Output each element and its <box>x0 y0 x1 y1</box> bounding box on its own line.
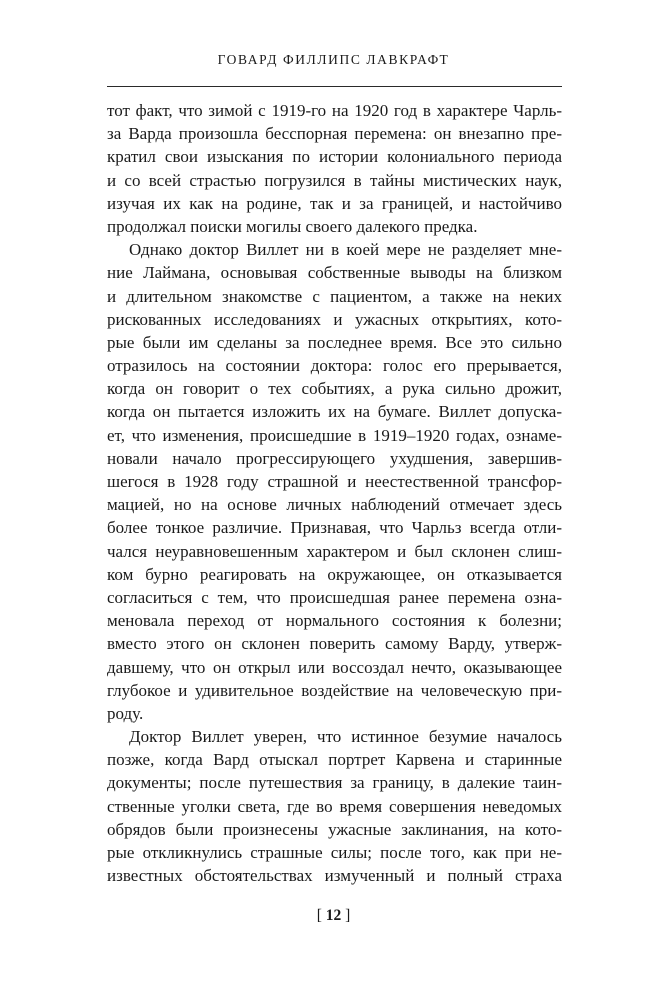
running-header: ГОВАРД ФИЛЛИПС ЛАВКРАФТ <box>217 52 450 67</box>
text-line: продолжал поиски могилы своего далекого предка. <box>107 216 478 236</box>
open-bracket: [ <box>316 907 322 924</box>
text-line: за Варда произошла бесспорная перемена: он внезапно пре- <box>107 124 562 144</box>
text-line: мацией, но на основе личных наблюдений отмечает здесь <box>107 495 562 515</box>
text-line: позже, когда Вард отыскал портрет Карвена и старинные <box>107 750 562 770</box>
page-number: 12 <box>325 907 342 924</box>
page-number-footer <box>0 907 667 925</box>
text-line: рые были им сделаны за последнее время. Все это сильно <box>107 332 562 352</box>
text-line: более тонкое различие. Признавая, что Чарльз всегда отли- <box>107 518 562 538</box>
body-text <box>107 99 562 887</box>
text-line: тот факт, что зимой с 1919-го на 1920 год в характере Чарль- <box>107 101 562 120</box>
text-line: вместо этого он склонен поверить самому Варду, утверж- <box>107 634 562 654</box>
text-line: ет, что изменения, происшедшие в 1919–1920 годах, ознаме- <box>107 425 562 445</box>
text-line: давшему, что он открыл или воссоздал нечто, оказывающее <box>107 657 562 677</box>
text-line: рискованных исследованиях и ужасных открытиях, кото- <box>107 309 562 329</box>
text-line: ственные уголки света, где во время совершения неведомых <box>107 796 562 816</box>
text-line: роду. <box>107 703 144 723</box>
text-line: когда он пытается изложить их на бумаге. Виллет допуска- <box>107 402 562 422</box>
text-line: и длительном знакомстве с пациентом, а также на неких <box>107 286 562 306</box>
text-line: чался неуравновешенным характером и был склонен слиш- <box>107 541 562 561</box>
text-line: согласиться с тем, что происшедшая ранее перемена озна- <box>107 587 562 607</box>
text-line: рые откликнулись страшные силы; после того, как при не- <box>107 843 562 862</box>
text-line: глубокое и удивительное воздействие на человеческую при- <box>107 680 562 700</box>
text-line: ком бурно реагировать на окружающее, он отказывается <box>107 564 562 584</box>
text-line: известных обстоятельствах измученный и полный страха <box>107 866 562 886</box>
text-line: ние Лаймана, основывая собственные выводы на близком <box>107 263 562 283</box>
text-line: изучая их как на родине, так и за границей, и настойчиво <box>107 193 562 213</box>
text-line: шегося в 1928 году страшной и неестественной трансфор- <box>107 472 562 491</box>
text-line: отразилось на состоянии доктора: голос его прерывается, <box>107 356 562 376</box>
text-line: новали начало прогрессирующего ухудшения, завершив- <box>107 448 562 468</box>
close-bracket: ] <box>345 907 351 924</box>
text-line: Однако доктор Виллет ни в коей мере не разделяет мне- <box>129 240 562 260</box>
text-line: кратил свои изыскания по истории колониального периода <box>107 147 562 167</box>
header-rule <box>107 86 562 87</box>
text-line: документы; после путешествия за границу, в далекие таин- <box>107 773 562 793</box>
text-line: и со всей страстью погрузился в тайны мистических наук, <box>107 170 562 190</box>
text-line: когда он говорит о тех событиях, а рука сильно дрожит, <box>107 379 562 399</box>
text-line: меновала переход от нормального состояния к болезни; <box>107 611 562 631</box>
text-line: обрядов были произнесены ужасные заклинания, на кото- <box>107 819 562 839</box>
text-line: Доктор Виллет уверен, что истинное безумие началось <box>129 727 562 747</box>
